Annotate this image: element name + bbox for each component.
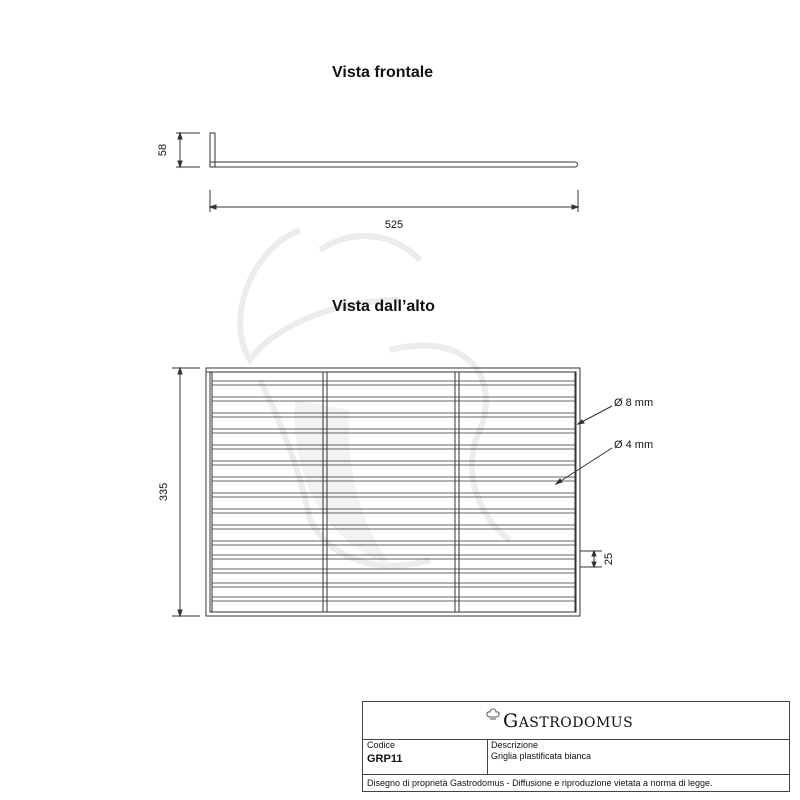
rod-large-label: Ø 8 mm: [614, 397, 654, 409]
outer-frame: [206, 368, 580, 616]
depth-dim-label: 335: [158, 482, 170, 502]
width-dim-label: 525: [384, 219, 404, 231]
description-label: Descrizione: [491, 740, 539, 750]
legal-notice: Disegno di proprietà Gastrodomus - Diffusione e riproduzione vietata a norma di legge.: [367, 778, 713, 788]
code-cell: [363, 739, 488, 774]
title-block-legal-row: [363, 774, 789, 793]
pitch-dim-label: 25: [603, 552, 615, 566]
title-block-brand-row: [363, 702, 789, 740]
description-cell: [487, 739, 789, 774]
code-value: GRP11: [367, 753, 403, 765]
wire-rows: [212, 381, 575, 601]
front-view-title: Vista frontale: [332, 64, 434, 81]
description-value: Griglia plastificata bianca: [491, 751, 592, 761]
rod-small-label: Ø 4 mm: [614, 439, 654, 451]
top-view-title: Vista dall’alto: [332, 298, 435, 315]
brand-logotype: [503, 710, 633, 732]
title-block-info-row: [363, 739, 789, 775]
leader-rod-small: [556, 448, 612, 484]
code-label: Codice: [367, 740, 396, 750]
height-dim-label: 58: [157, 143, 169, 157]
brand-initial: G: [503, 710, 519, 732]
brand-rest: ASTRODOMUS: [518, 715, 634, 731]
inner-frame: [210, 372, 576, 612]
title-block: [362, 701, 790, 792]
chef-hat-icon: [485, 707, 501, 723]
